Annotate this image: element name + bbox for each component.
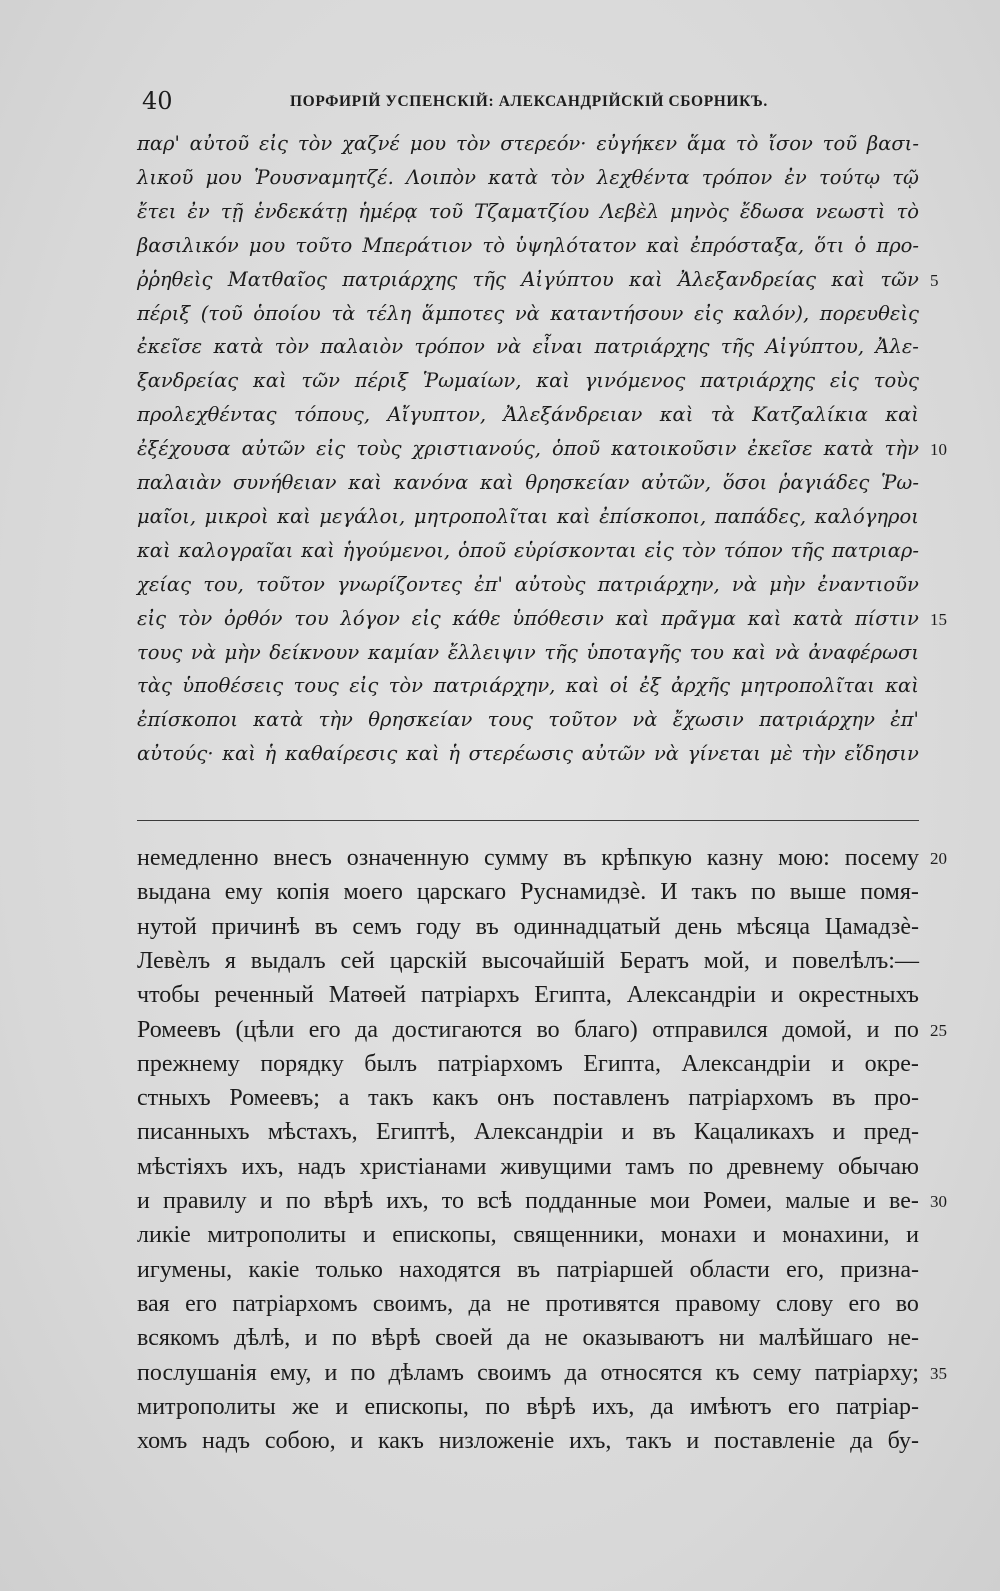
russian-text-line: ликіе митрополиты и епископы, священники, монахи и монахини, и [137, 1222, 919, 1249]
greek-text-line: ξανδρείας καὶ τῶν πέριξ Ῥωμαίων, καὶ γινόμενος πατριάρχης εἰς τοὺς [137, 369, 919, 393]
greek-text-line: παλαιὰν συνήθειαν καὶ κανόνα καὶ θρησκείαν αὐτῶν, ὅσοι ῥαγιάδες Ῥω- [137, 471, 919, 494]
russian-text-line: чтобы реченный Матѳей патріархъ Египта, Александріи и окрестныхъ [137, 982, 919, 1009]
russian-text-line: Левѐлъ я выдалъ сей царскій высочайшій Бератъ мой, и повелѣлъ:— [137, 947, 919, 974]
russian-text-line: нутой причинѣ въ семъ году въ одиннадцатый день мѣсяца Цамадзè- [137, 913, 919, 940]
russian-text-line: выдана ему копія моего царскаго Руснамидзè. И такъ по выше помя- [137, 879, 919, 906]
russian-text-line: писанныхъ мѣстахъ, Египтѣ, Александріи и въ Кацаликахъ и пред- [137, 1119, 919, 1146]
greek-text-line: λικοῦ μου Ῥουσναμητζέ. Λοιπὸν κατὰ τὸν λεχθέντα τρόπον ἐν τούτῳ τῷ [137, 165, 919, 189]
greek-text-line: ῤῥηθεὶς Ματθαῖος πατριάρχης τῆς Αἰγύπτου καὶ Ἀλεξανδρείας καὶ τῶν [137, 267, 919, 291]
greek-text-line: ἔτει ἐν τῇ ἑνδεκάτῃ ἡμέρᾳ τοῦ Τζαματζίου Λεβὲλ μηνὸς ἔδωσα νεωστὶ τὸ [137, 199, 919, 223]
line-number: 20 [930, 849, 947, 868]
section-divider [137, 820, 919, 821]
russian-text-line: и правилу и по вѣрѣ ихъ, то всѣ подданные мои Ромеи, малые и ве- [137, 1188, 919, 1214]
greek-text-line: καὶ καλογραῖαι καὶ ἡγούμενοι, ὁποῦ εὑρίσκονται εἰς τὸν τόπον τῆς πατριαρ- [137, 538, 919, 562]
greek-text-line: προλεχθέντας τόπους, Αἴγυπτον, Ἀλεξάνδρειαν καὶ τὰ Κατζαλίκια καὶ [137, 403, 919, 427]
line-number: 30 [930, 1192, 947, 1211]
greek-text-line: βασιλικόν μου τοῦτο Μπεράτιον τὸ ὑψηλότατον καὶ ἐπρόσταξα, ὅτι ὁ προ- [137, 233, 919, 257]
line-number: 35 [930, 1363, 947, 1383]
page-number: 40 [142, 87, 173, 115]
russian-text-line: Ромеевъ (цѣли его да достигаются во благо) отправился домой, и по [137, 1016, 919, 1043]
greek-text-line: εἰς τὸν ὀρθόν του λόγον εἰς κάθε ὑπόθεσιν καὶ πρᾶγμα καὶ κατὰ πίστιν [137, 606, 919, 630]
greek-text-line: ἐξέχουσα αὐτῶν εἰς τοὺς χριστιανούς, ὁποῦ κατοικοῦσιν ἐκεῖσε κατὰ τὴν [137, 437, 919, 461]
greek-text-line: αὐτούς· καὶ ἡ καθαίρεσις καὶ ἡ στερέωσις αὐτῶν νὰ γίνεται μὲ τὴν εἴδησιν [137, 742, 919, 766]
russian-text-line: всякомъ дѣлѣ, и по вѣрѣ своей да не оказываютъ ни малѣйшаго не- [137, 1325, 919, 1352]
russian-text-line: хомъ надъ собою, и какъ низложеніе ихъ, такъ и поставленіе да бу- [137, 1428, 919, 1455]
line-number: 10 [930, 440, 947, 460]
running-title: ПОРФИРІЙ УСПЕНСКІЙ: АЛЕКСАНДРІЙСКІЙ СБОРНИКЪ. [290, 93, 768, 110]
russian-text-line: митрополиты же и епископы, по вѣрѣ ихъ, да имѣютъ его патріар- [137, 1393, 919, 1420]
page-header [142, 86, 912, 122]
greek-text-line: ἐπίσκοποι κατὰ τὴν θρησκείαν τους τοῦτον νὰ ἔχωσιν πατριάρχην ἐπ' [137, 708, 919, 732]
line-number: 15 [930, 609, 947, 629]
greek-text-line: χείας του, τοῦτον γνωρίζοντες ἐπ' αὐτοὺς πατριάρχην, νὰ μὴν ἐναντιοῦν [137, 572, 919, 596]
line-number: 25 [930, 1020, 947, 1040]
greek-text-line: πέριξ (τοῦ ὁποίου τὰ τέλη ἅμποτες νὰ καταντήσουν εἰς καλόν), πορευθεὶς [137, 301, 919, 325]
greek-text-line: ἐκεῖσε κατὰ τὸν παλαιὸν τρόπον νὰ εἶναι πατριάρχης τῆς Αἰγύπτου, Ἀλε- [137, 335, 919, 359]
greek-text-line: τους νὰ μὴν δείκνουν καμίαν ἔλλειψιν τῆς ὑποταγῆς του καὶ νὰ ἀναφέρωσι [137, 640, 919, 664]
greek-text-line: μαῖοι, μικροὶ καὶ μεγάλοι, μητροπολῖται καὶ ἐπίσκοποι, παπάδες, καλόγηροι [137, 504, 919, 528]
russian-text-line: стныхъ Ромеевъ; а такъ какъ онъ поставленъ патріархомъ въ про- [137, 1085, 919, 1112]
line-number: 5 [930, 270, 939, 290]
russian-text-line: послушанія ему, и по дѣламъ своимъ да относятся къ сему патріарху; [137, 1359, 919, 1386]
russian-text-line: немедленно внесъ означенную сумму въ крѣпкую казну мою: посему [137, 845, 919, 871]
greek-text-line: παρ' αὐτοῦ εἰς τὸν χαζνέ μου τὸν στερεόν· εὐγήκεν ἅμα τὸ ἴσον τοῦ βασι- [137, 132, 919, 155]
russian-text-line: вая его патріархомъ своимъ, да не противятся правому слову его во [137, 1290, 919, 1317]
greek-text-line: τὰς ὑποθέσεις τους εἰς τὸν πατριάρχην, καὶ οἱ ἐξ ἀρχῆς μητροπολῖται καὶ [137, 674, 919, 698]
russian-text-line: прежнему порядку былъ патріархомъ Египта, Александріи и окре- [137, 1050, 919, 1077]
russian-text-line: мѣстіяхъ ихъ, надъ христіанами живущими тамъ по древнему обычаю [137, 1153, 919, 1180]
russian-text-line: игумены, какіе только находятся въ патріаршей области его, призна- [137, 1256, 919, 1283]
